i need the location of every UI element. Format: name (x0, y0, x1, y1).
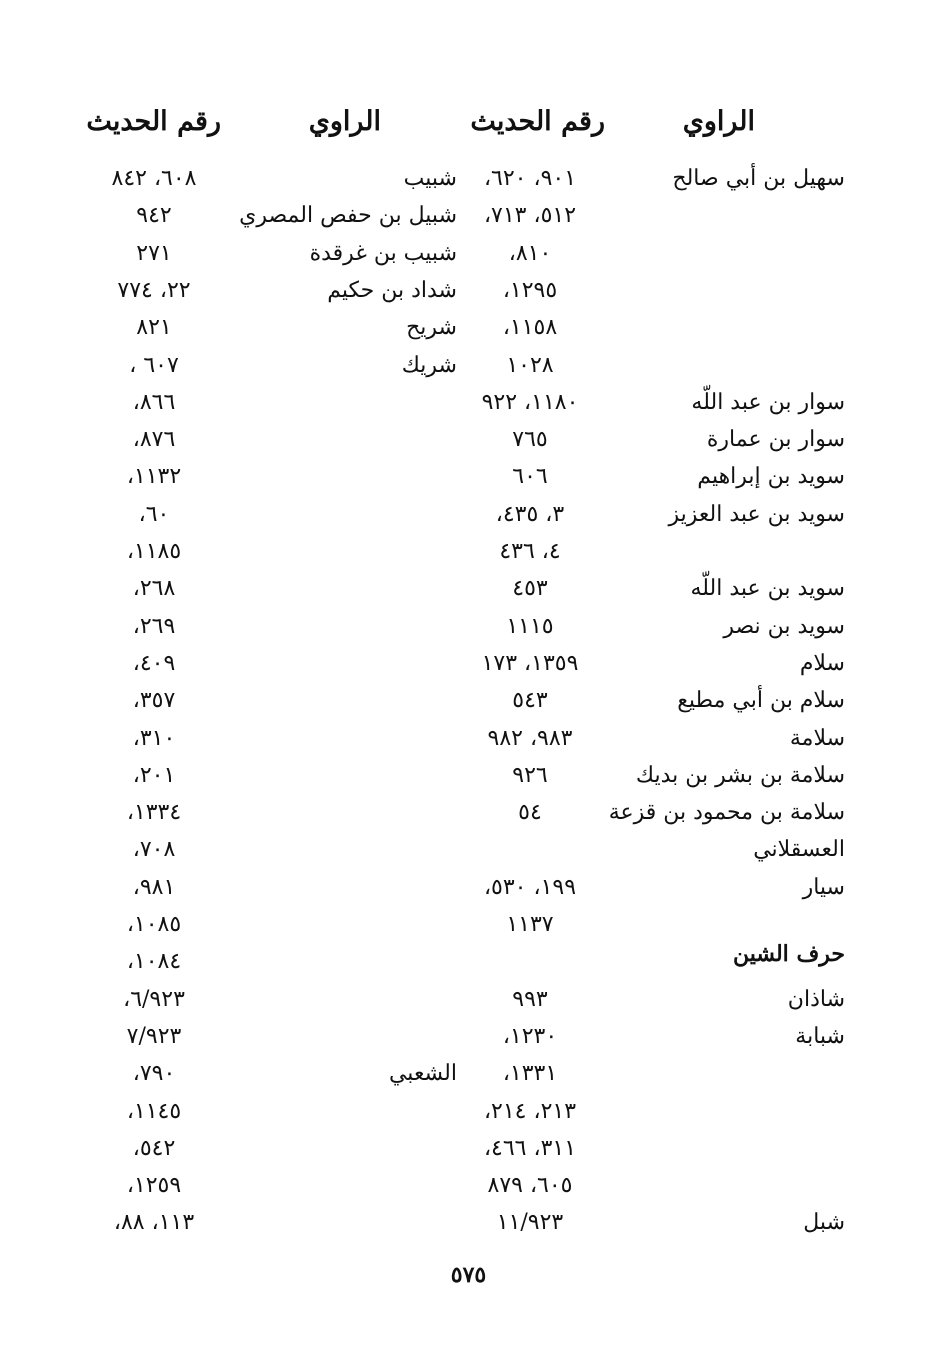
hadith-numbers: ١٣٥٩، ١٧٣ (481, 650, 579, 676)
hadith-numbers: ١١٥٨، (502, 315, 558, 341)
hadith-numbers: ٩٤٢ (136, 203, 172, 229)
hadith-numbers: ١٠٨٥، (126, 912, 182, 937)
hadith-numbers: ١١٣٧ (506, 912, 554, 937)
hadith-numbers: ٣٥٧، (132, 688, 176, 714)
hadith-numbers: ١١١٥ (506, 613, 554, 639)
hadith-numbers: ٤٥٣ (512, 576, 548, 602)
narrator-name: شبيل بن حفص المصري (239, 203, 457, 229)
hadith-numbers: ٧/٩٢٣ (126, 1023, 182, 1049)
narrator-name: شبل (803, 1210, 845, 1236)
hadith-numbers: ١١/٩٢٣ (496, 1210, 564, 1236)
narrator-name: العسقلاني (753, 837, 845, 863)
right-hadith-header: رقم الحديث (470, 106, 605, 137)
hadith-numbers: ١١٤٥، (126, 1098, 182, 1124)
narrator-name: سلامة بن بشر بن بديك (635, 762, 845, 788)
hadith-numbers: ١١٨٥، (126, 539, 182, 564)
hadith-numbers: ٩٢٦ (512, 762, 548, 788)
hadith-numbers: ١٢٥٩، (126, 1173, 182, 1199)
hadith-numbers: ٦٠٦ (512, 464, 548, 490)
narrator-name: سلامة بن محمود بن قزعة (608, 800, 845, 826)
hadith-numbers: ٤، ٤٣٦ (499, 539, 561, 564)
hadith-numbers: ٧٩٠، (132, 1061, 176, 1087)
narrator-name: سلامة (789, 725, 845, 751)
narrator-name: سهيل بن أبي صالح (672, 166, 845, 191)
narrator-name: شاذان (787, 986, 845, 1012)
hadith-numbers: ٣١٠، (132, 725, 176, 751)
hadith-numbers: ١١٣٢، (126, 464, 182, 490)
narrator-name: الشعبي (388, 1061, 457, 1087)
hadith-numbers: ٩٠١، ٦٢٠، (483, 166, 577, 191)
hadith-numbers: ٧٦٥ (512, 427, 548, 453)
hadith-numbers: ٢٦٨، (132, 576, 176, 602)
hadith-numbers: ١٩٩، ٥٣٠، (483, 874, 577, 900)
hadith-numbers: ١٣٣١، (502, 1061, 558, 1087)
hadith-numbers: ١٢٩٥، (502, 277, 558, 303)
hadith-numbers: ٩٨٣، ٩٨٢ (487, 725, 573, 751)
narrator-name: شبابة (795, 1023, 845, 1049)
narrator-name: سلام (799, 650, 845, 676)
hadith-numbers: ١٠٨٤، (126, 949, 182, 975)
narrator-name: سوار بن عمارة (706, 427, 845, 453)
narrator-name: شريك (401, 352, 457, 378)
hadith-numbers: ٦٠٥، ٨٧٩ (487, 1173, 573, 1199)
hadith-numbers: ١١٣، ٨٨، (113, 1210, 195, 1236)
hadith-numbers: ١٢٣٠، (502, 1023, 558, 1049)
hadith-numbers: ٢٠١، (132, 762, 176, 788)
hadith-numbers: ٥٤ (518, 800, 542, 826)
narrator-name: سويد بن عبد العزيز (668, 501, 845, 527)
narrator-name: سويد بن إبراهيم (697, 464, 845, 490)
hadith-numbers: ٢٦٩، (132, 613, 176, 639)
hadith-numbers: ١٣٣٤، (126, 800, 182, 826)
narrator-name: سلام بن أبي مطيع (677, 688, 845, 714)
narrator-name: سيار (802, 874, 845, 900)
hadith-numbers: ٥١٢، ٧١٣، (483, 203, 577, 229)
narrator-name: شداد بن حكيم (327, 277, 457, 303)
left-hadith-header: رقم الحديث (86, 106, 221, 137)
narrator-name: شبيب بن غرقدة (309, 240, 457, 266)
hadith-numbers: ٢٧١ (136, 240, 172, 266)
hadith-numbers: ٥٤٣ (512, 688, 548, 714)
hadith-numbers: ٨٦٦، (132, 389, 176, 415)
hadith-numbers: ١١٨٠، ٩٢٢ (481, 389, 579, 415)
hadith-numbers: ٨٢١ (136, 315, 172, 341)
section-heading: حرف الشين (732, 941, 845, 968)
hadith-numbers: ١٠٢٨ (506, 352, 554, 378)
page-number: ٥٧٥ (450, 1262, 487, 1288)
right-narrator-header: الراوي (682, 106, 755, 137)
hadith-numbers: ٣، ٤٣٥، (495, 501, 565, 527)
left-narrator-header: الراوي (308, 106, 381, 137)
hadith-numbers: ٣١١، ٤٦٦، (483, 1135, 577, 1161)
hadith-numbers: ٨٧٦، (132, 427, 176, 453)
narrator-name: سويد بن عبد اللّه (690, 576, 845, 602)
narrator-name: سويد بن نصر (723, 613, 845, 639)
hadith-numbers: ٢٢، ٧٧٤ (117, 277, 191, 303)
hadith-numbers: ٩٨١، (132, 874, 176, 900)
hadith-numbers: ٢١٣، ٢١٤، (483, 1098, 577, 1124)
hadith-numbers: ٥٤٢، (132, 1135, 176, 1161)
hadith-numbers: ٦٠٨، ٨٤٢ (111, 166, 197, 191)
hadith-numbers: ٨١٠، (508, 240, 552, 266)
hadith-numbers: ٤٠٩، (132, 650, 176, 676)
narrator-name: شريح (406, 315, 457, 341)
hadith-numbers: ٦٠٧ ، (129, 352, 179, 378)
narrator-name: شبيب (403, 166, 457, 191)
hadith-numbers: ٦/٩٢٣، (123, 986, 185, 1012)
narrator-name: سوار بن عبد اللّه (691, 389, 845, 415)
hadith-numbers: ٧٠٨، (132, 837, 176, 863)
hadith-numbers: ٩٩٣ (512, 986, 548, 1012)
hadith-numbers: ٦٠، (138, 501, 170, 527)
